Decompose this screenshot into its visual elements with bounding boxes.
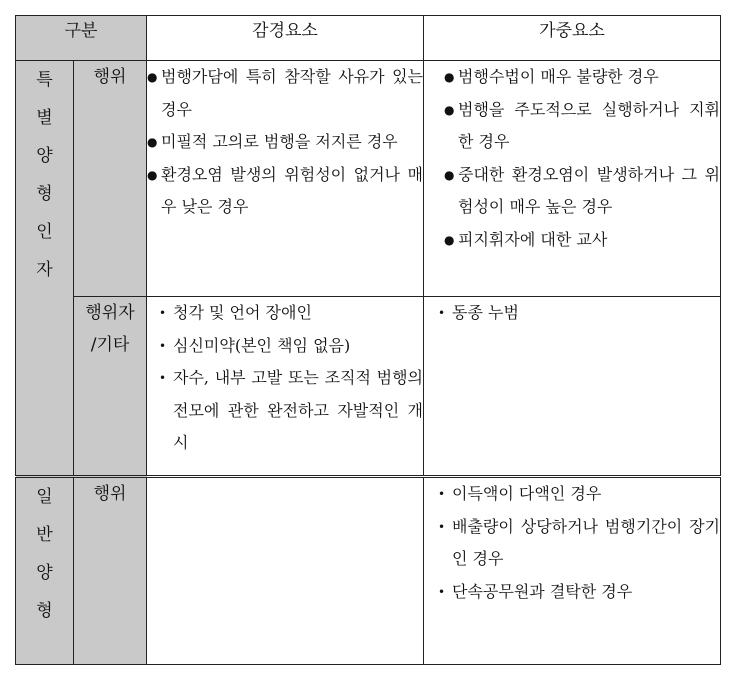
list-item: ● 미필적 고의로 범행을 저지른 경우 [147,126,423,159]
special-factor-behavior-row [16,61,721,297]
bullet-icon: • [159,306,167,320]
category-char: 자 [36,260,53,280]
mitigating-cell [147,297,424,477]
header-row [16,16,721,61]
list-item: • 자수, 내부 고발 또는 조직적 범행의 전모에 관한 완전하고 자발적인 개시 [159,362,423,460]
subcategory-label: 행위자 [85,303,135,323]
list-item: • 배출량이 상당하거나 범행기간이 장기인 경우 [438,511,720,576]
aggravating-cell [424,61,721,297]
mitigating-cell-empty [147,477,424,665]
list-item: ● 중대한 환경오염이 발생하거나 그 위험성이 매우 높은 경우 [444,159,720,224]
bullet-icon: • [438,487,446,501]
subcategory-label: /기타 [90,335,130,355]
category-char: 형 [36,184,53,204]
category-char: 형 [36,601,53,621]
list-item: • 청각 및 언어 장애인 [159,297,423,330]
subcategory-offender-other [74,297,147,477]
category-special-factors [16,61,74,477]
bullet-icon: ● [444,70,455,84]
bullet-icon: ● [444,232,455,247]
bullet-icon: ● [147,167,158,182]
special-factor-offender-row [16,297,721,477]
list-item: ● 범행을 주도적으로 실행하거나 지휘한 경우 [444,94,720,159]
subcategory-label: 행위 [93,67,127,87]
list-item: • 동종 누범 [438,297,720,330]
bullet-icon: • [438,519,446,534]
category-char: 특 [36,70,53,90]
bullet-icon: • [438,584,446,599]
category-char: 반 [36,525,53,545]
list-item: ● 범행가담에 특히 참작할 사유가 있는 경우 [147,61,423,126]
bullet-icon: ● [444,167,455,182]
bullet-icon: • [159,338,167,353]
list-item: • 이득액이 다액인 경우 [438,478,720,511]
subcategory-behavior [74,61,147,297]
header-mitigating: 감경요소 [147,16,424,61]
general-factor-behavior-row [16,477,721,665]
category-general-factors [16,477,74,665]
bullet-icon: ● [444,102,455,117]
bullet-icon: ● [147,70,158,84]
category-char: 별 [36,108,53,128]
list-item: ● 피지휘자에 대한 교사 [444,224,720,257]
mitigating-cell [147,61,424,297]
category-char: 인 [36,222,53,242]
bullet-icon: • [159,371,167,385]
category-char: 일 [36,487,53,507]
aggravating-cell [424,477,721,665]
category-char: 양 [36,146,53,166]
category-char: 양 [36,563,53,583]
header-aggravating: 가중요소 [424,16,721,61]
list-item: • 단속공무원과 결탁한 경우 [438,576,720,609]
subcategory-behavior [74,477,147,665]
header-category: 구분 [16,16,147,61]
aggravating-cell [424,297,721,477]
sentencing-factors-table [15,15,721,665]
list-item: • 심신미약(본인 책임 없음) [159,330,423,363]
list-item: ● 범행수법이 매우 불량한 경우 [444,61,720,94]
subcategory-label: 행위 [93,484,127,504]
bullet-icon: ● [147,135,158,149]
list-item: ● 환경오염 발생의 위험성이 없거나 매우 낮은 경우 [147,159,423,224]
bullet-icon: • [438,306,446,320]
